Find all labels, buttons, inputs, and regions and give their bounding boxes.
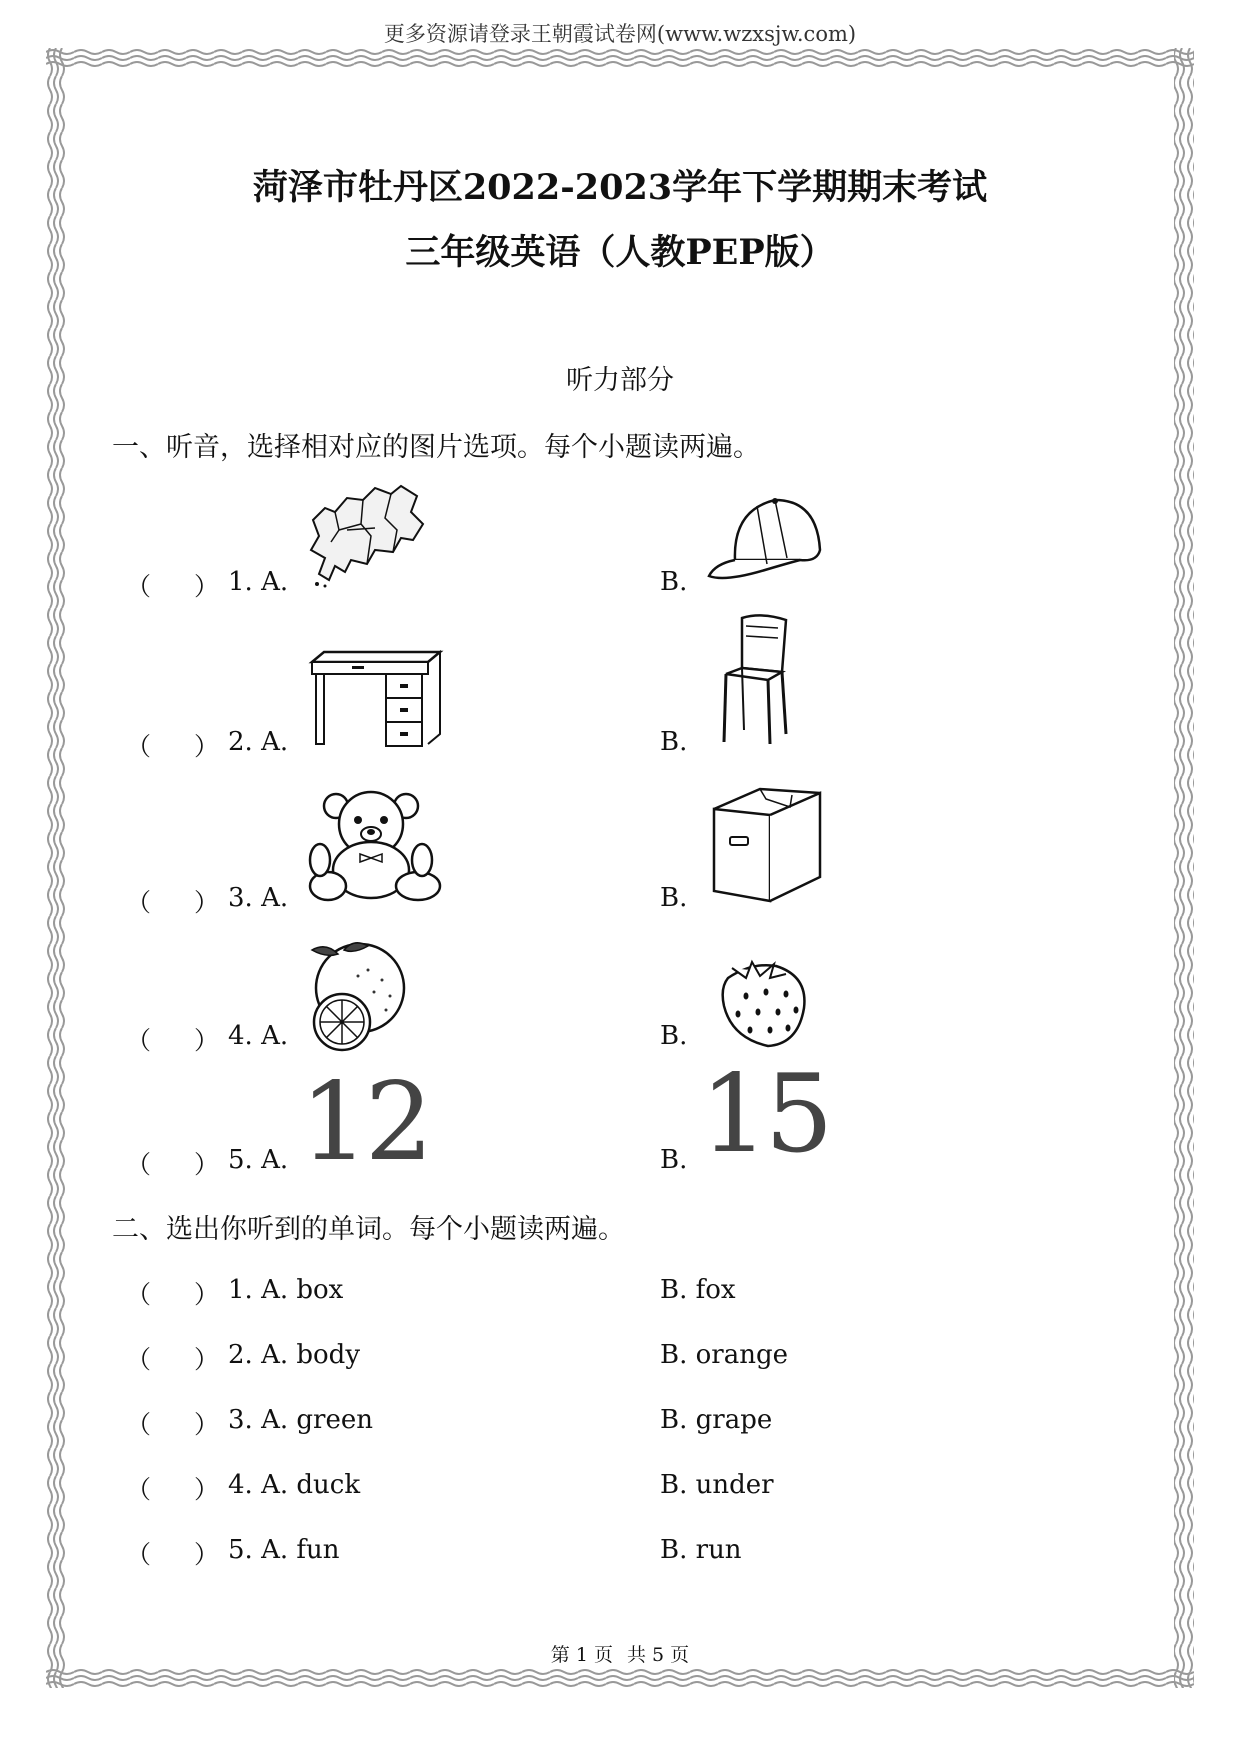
- word-option-b: B. run: [660, 1535, 742, 1565]
- page-footer: [0, 1640, 1240, 1667]
- question-label: 1. A.: [228, 567, 289, 597]
- answer-paren-open: （: [126, 1410, 152, 1439]
- word-option-a: 4. A. duck: [228, 1470, 361, 1500]
- answer-paren-close: ）: [194, 888, 220, 917]
- option-b-label: B.: [660, 567, 688, 597]
- question-label: 2. A.: [228, 727, 289, 757]
- option-b-label: B.: [660, 1021, 688, 1051]
- word-option-a: 3. A. green: [228, 1405, 373, 1435]
- option-b-label: B.: [660, 1145, 688, 1175]
- map-icon: [305, 480, 430, 590]
- box-icon: [710, 785, 825, 905]
- desk-icon: [308, 648, 443, 748]
- word-option-b: B. fox: [660, 1275, 736, 1305]
- word-option-b: B. under: [660, 1470, 774, 1500]
- option-b-label: B.: [660, 727, 688, 757]
- section-label-listening: 听力部分: [566, 365, 674, 396]
- exam-title: 菏泽市牡丹区2022-2023学年下学期期末考试: [252, 167, 988, 208]
- answer-paren-close: ）: [194, 1345, 220, 1374]
- teddy-bear-icon: [308, 790, 453, 905]
- chair-icon: [712, 612, 797, 747]
- question-label: 5. A.: [228, 1145, 289, 1175]
- word-option-b: B. grape: [660, 1405, 773, 1435]
- answer-paren-close: ）: [194, 572, 220, 601]
- page-border: [46, 48, 1194, 1688]
- option-b-label: B.: [660, 883, 688, 913]
- word-option-b: B. orange: [660, 1340, 788, 1370]
- answer-paren-open: （: [126, 1475, 152, 1504]
- word-option-a: 5. A. fun: [228, 1535, 340, 1565]
- answer-paren-open: （: [126, 1026, 152, 1055]
- strawberry-icon: [712, 948, 812, 1048]
- answer-paren-open: （: [126, 1150, 152, 1179]
- section1-heading: 一、听音，选择相对应的图片选项。每个小题读两遍。: [112, 432, 760, 463]
- question-label: 3. A.: [228, 883, 289, 913]
- cap-icon: [705, 490, 830, 590]
- question-label: 4. A.: [228, 1021, 289, 1051]
- answer-paren-close: ）: [194, 1410, 220, 1439]
- answer-paren-open: （: [126, 1540, 152, 1569]
- answer-paren-open: （: [126, 572, 152, 601]
- exam-subtitle: 三年级英语（人教PEP版）: [405, 232, 835, 273]
- number-option-a: 12: [300, 1060, 430, 1185]
- page-total: 共 5 页: [627, 1644, 690, 1666]
- answer-paren-close: ）: [194, 1475, 220, 1504]
- section2-heading: 二、选出你听到的单词。每个小题读两遍。: [112, 1214, 625, 1245]
- answer-paren-open: （: [126, 888, 152, 917]
- answer-paren-open: （: [126, 1345, 152, 1374]
- word-option-a: 1. A. box: [228, 1275, 344, 1305]
- answer-paren-open: （: [126, 1280, 152, 1309]
- page-number: 第 1 页: [550, 1644, 613, 1666]
- word-option-a: 2. A. body: [228, 1340, 361, 1370]
- site-header: 更多资源请登录王朝霞试卷网(www.wzxsjw.com): [383, 22, 857, 46]
- answer-paren-open: （: [126, 732, 152, 761]
- answer-paren-close: ）: [194, 732, 220, 761]
- answer-paren-close: ）: [194, 1150, 220, 1179]
- answer-paren-close: ）: [194, 1280, 220, 1309]
- orange-icon: [298, 940, 418, 1050]
- answer-paren-close: ）: [194, 1026, 220, 1055]
- answer-paren-close: ）: [194, 1540, 220, 1569]
- number-option-b: 15: [700, 1052, 830, 1177]
